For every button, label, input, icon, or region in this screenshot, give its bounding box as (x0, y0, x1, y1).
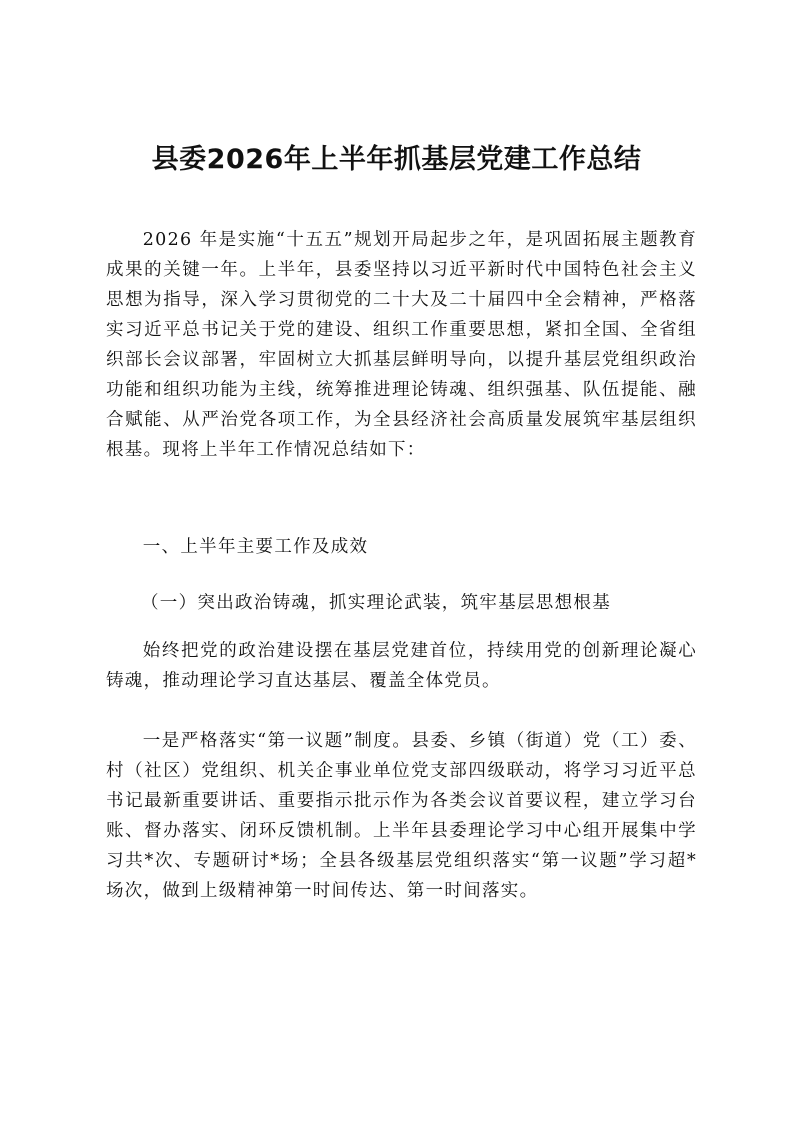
body-paragraph: 一是严格落实“第一议题”制度。县委、乡镇（街道）党（工）委、村（社区）党组织、机关企事业单位党支部四级联动，将学习习近平总书记最新重要讲话、重要指示批示作为各类会议首要议程，建立学习台账、督办落实、闭环反馈机制。上半年县委理论学习中心组开展集中学习共*次、专题研讨*场；全县各级基层党组织落实“第一议题”学习超*场次，做到上级精神第一时间传达、第一时间落实。 (106, 731, 697, 901)
section-heading: 一、上半年主要工作及成效 (142, 537, 369, 557)
intro-paragraph: 2026 年是实施“十五五”规划开局起步之年，是巩固拓展主题教育成果的关键一年。上半年，县委坚持以习近平新时代中国特色社会主义思想为指导，深入学习贯彻党的二十大及二十届四中全会精神，严格落实习近平总书记关于党的建设、组织工作重要思想，紧扣全国、全省组织部长会议部署，牢固树立大抓基层鲜明导向，以提升基层党组织政治功能和组织功能为主线，统筹推进理论铸魂、组织强基、队伍提能、融合赋能、从严治党各项工作，为全县经济社会高质量发展筑牢基层组织根基。现将上半年工作情况总结如下： (106, 230, 697, 460)
subsection-heading: （一）突出政治铸魂，抓实理论武装，筑牢基层思想根基 (141, 593, 611, 613)
document-title: 县委2026年上半年抓基层党建工作总结 (151, 144, 642, 175)
body-paragraph: 始终把党的政治建设摆在基层党建首位，持续用党的创新理论凝心铸魂，推动理论学习直达基层、覆盖全体党员。 (106, 641, 697, 691)
